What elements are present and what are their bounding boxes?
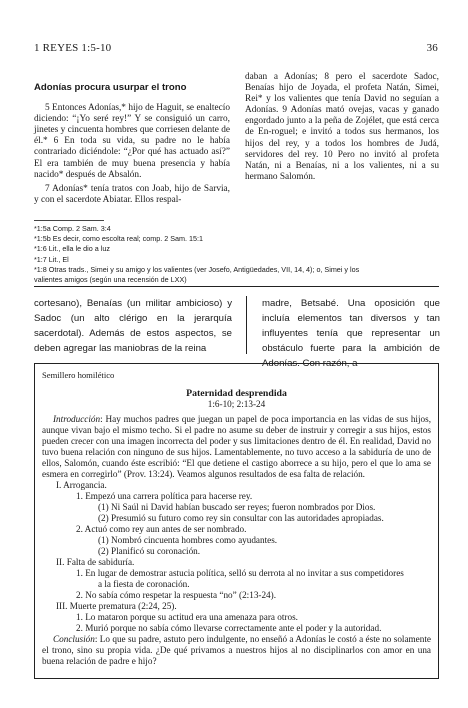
footnotes [34, 224, 438, 285]
outline-item: 2. Actuó como rey aun antes de ser nombrado. [76, 524, 247, 534]
homily-label: Semillero homilético [42, 370, 115, 380]
footnote: *1:5a Comp. 2 Sam. 3:4 [34, 224, 111, 233]
intro-text: : Hay muchos padres que juegan un papel de poca importancia en las vidas de sus hijos, aunque vivan bajo el mismo techo. Si el padre no asume su deber de instruir y corregir a sus hijos, estos pueden crecer con una imagen incorrecta del poder y sus limitaciones dentro de él. En realidad, David no tuvo buena relación con ninguno de sus hijos. Lamentablemente, no tuvo acceso a la sabiduría de uno de ellos, Salomón, cuando éste escribió: “El que detiene el castigo aborrece a su hijo, pero el que lo ama se esmera en corregirlo” (Prov. 13:24). Veamos algunos resultados de esa falta de relación. [42, 414, 431, 479]
outline-item: III. Muerte prematura (2:24, 25). [56, 601, 177, 611]
outline-item: 1. En lugar de demostrar astucia política, selló su derrota al no invitar a sus competidores [76, 568, 404, 578]
outline-item: (2) Presumió su futuro como rey sin consultar con las autoridades apropiadas. [98, 513, 384, 523]
homily-introduction [42, 414, 431, 480]
commentary-right: madre, Betsabé. Una oposición que incluía elementos tan diversos y tan influyentes tenía que representar un obstáculo fuerte para la ambición de Adonías. Con razón, a [262, 298, 440, 369]
verse-paragraph: 5 Entonces Adonías,* hijo de Haguit, se enaltecío diciendo: “¡Yo seré rey!” Y se consiguió un carro, jinetes y cincuenta hombres que corriesen delante de él.* 6 En toda su vida, su padre no le había contrariado diciéndole: “¿Por qué has actuado así?” El era también de muy buena presencia y había nacido* después de Absalón. [34, 103, 230, 180]
outline-item: 2. No sabía cómo respetar la respuesta “no” (2:13-24). [76, 590, 277, 600]
running-header: 1 REYES 1:5-10 [34, 42, 112, 54]
section-divider [34, 286, 439, 287]
footnote: *1:6 Lit., ella le dio a luz [34, 244, 110, 254]
footnote: *1:8 Otras trads., Simei y su amigo y los valientes (ver Josefo, Antigüedades, VII, 14, 4); o, Simei y los [34, 264, 360, 274]
outline-item: (2) Planificó su coronación. [98, 546, 201, 556]
commentary-left: cortesano), Benaías (un militar ambicioso) y Sadoc (un alto clérigo en la jerarquía sacerdotal). Además de estos aspectos, se deben agregar las maniobras de la reina [34, 298, 232, 354]
text-column-left [34, 72, 230, 206]
homily-box [34, 363, 439, 679]
section-title: Adonías procura usurpar el trono [34, 82, 187, 93]
outline-item: (1) Ni Saúl ni David habían buscado ser reyes; fueron nombrados por Dios. [98, 502, 376, 512]
outline-item: 1. Lo mataron porque su actitud era una amenaza para otros. [76, 612, 298, 622]
text-column-right [245, 72, 439, 183]
homily-title: Paternidad desprendida [186, 388, 287, 399]
outline-item: I. Arrogancia. [56, 480, 107, 490]
outline-item: a la fiesta de coronación. [98, 579, 190, 589]
column-bar [246, 296, 247, 354]
homily-outline [42, 480, 431, 634]
conclusion-label: Conclusión [53, 634, 95, 644]
homily-reference: 1:6-10; 2:13-24 [207, 399, 266, 409]
outline-item: II. Falta de sabiduría. [56, 557, 135, 567]
footnote: valientes amigos (según una recensión de LXX) [34, 275, 187, 285]
verse-paragraph: 7 Adonías* tenía tratos con Joab, hijo de Sarvia, y con el sacerdote Abiatar. Ellos respal- [34, 183, 230, 205]
footnote: *1:5b Es decir, como escolta real; comp. 2 Sam. 15:1 [34, 234, 203, 244]
footnote-rule [34, 220, 104, 221]
outline-item: 1. Empezó una carrera política para hacerse rey. [76, 491, 253, 501]
outline-item: (1) Nombró cincuenta hombres como ayudantes. [98, 535, 278, 545]
intro-label: Introducción [53, 414, 101, 424]
page-number: 36 [426, 42, 438, 54]
outline-item: 2. Murió porque no sabía cómo llevarse correctamente ante el poder y la autoridad. [76, 623, 382, 633]
verse-paragraph: daban a Adonías; 8 pero el sacerdote Sadoc, Benaías hijo de Joyada, el profeta Natán, Simei, Rei* y los valientes que tenía David no seguían a Adonías. 9 Adonías mató ovejas, vacas y ganado engordado junto a la peña de Zojélet, que está cerca de En-roguel; e invitó a todos sus hermanos, los hijos del rey, y a todos los hombres de Judá, servidores del rey. 10 Pero no invitó al profeta Natán, ni a Benaías, ni a los valientes, ni a su hermano Salomón. [245, 72, 439, 182]
footnote: *1:7 Lit., El [34, 254, 69, 264]
conclusion-text: : Lo que su padre, astuto pero indulgente, no enseñó a Adonías le costó a éste no solamente el trono, sino su propia vida. ¿De qué privamos a nuestros hijos al no disciplinarlos con amor en una buena relación de padre e hijo? [42, 634, 431, 666]
homily-conclusion [42, 634, 431, 667]
